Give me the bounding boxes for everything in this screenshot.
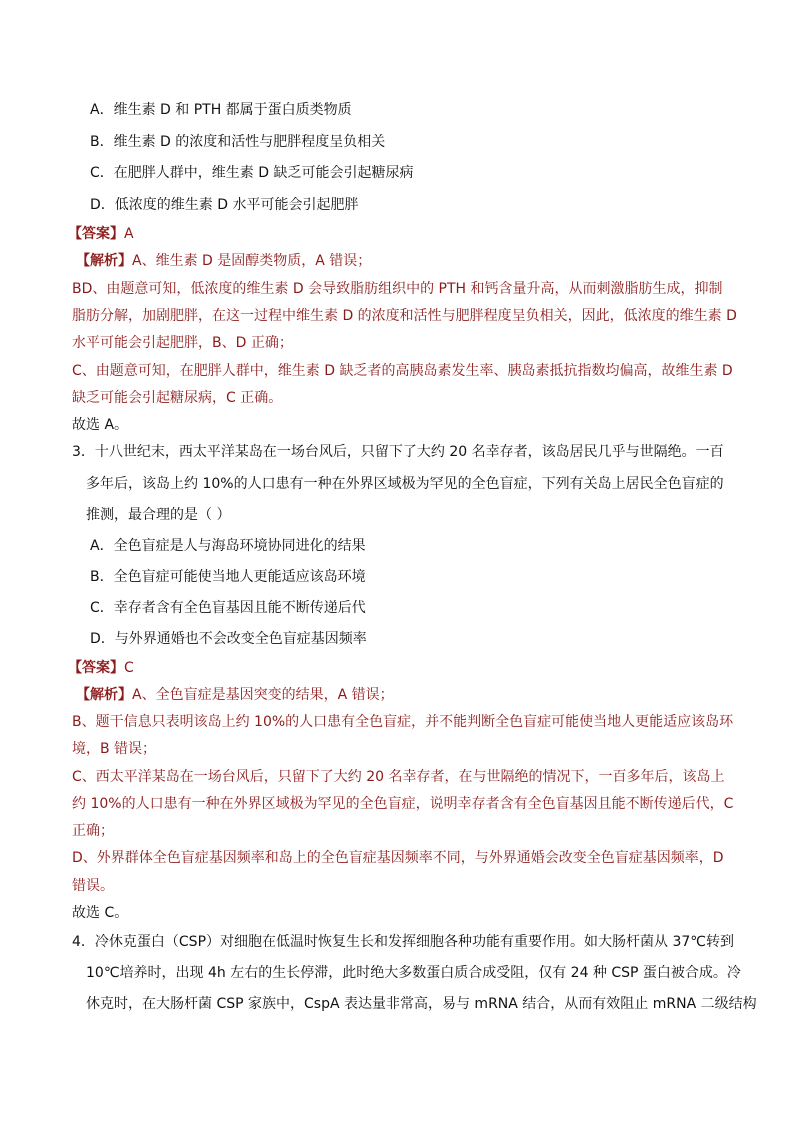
q3-option-a: A．全色盲症是人与海岛环境协同进化的结果 (90, 538, 366, 554)
answer-tag: 【答案】 (68, 226, 124, 242)
analysis-tag: 【解析】 (76, 687, 132, 703)
q3-conclusion: 故选 C。 (72, 905, 129, 921)
q2-analysis-line: 缺乏可能会引起糖尿病，C 正确。 (72, 390, 283, 406)
q4-stem-line: 10℃培养时，出现 4h 左右的生长停滞，此时绝大多数蛋白质合成受阻，仅有 24 种 CSP 蛋白被合成。冷 (86, 965, 741, 981)
q3-option-d: D．与外界通婚也不会改变全色盲症基因频率 (90, 631, 367, 647)
q3-analysis-line (76, 685, 394, 705)
q3-analysis-line: 约 10%的人口患有一种在外界区域极为罕见的全色盲症，说明幸存者含有全色盲基因且能不断传递后代，C (72, 796, 734, 812)
q2-analysis-line: BD、由题意可知，低浓度的维生素 D 会导致脂肪组织中的 PTH 和钙含量升高，从而刺激脂肪生成，抑制 (72, 281, 723, 297)
q3-stem-line: 推测，最合理的是（ ） (86, 507, 231, 523)
q2-option-c: C．在肥胖人群中，维生素 D 缺乏可能会引起糖尿病 (90, 165, 414, 181)
q2-analysis-line (76, 251, 371, 271)
analysis-text: A、全色盲症是基因突变的结果，A 错误； (132, 687, 394, 703)
q3-option-c: C．幸存者含有全色盲基因且能不断传递后代 (90, 600, 366, 616)
analysis-tag: 【解析】 (76, 253, 132, 269)
analysis-text: A、维生素 D 是固醇类物质，A 错误； (132, 253, 372, 269)
q2-option-a: A．维生素 D 和 PTH 都属于蛋白质类物质 (90, 102, 352, 118)
q3-analysis-line: 错误。 (72, 878, 114, 894)
q2-option-d: D．低浓度的维生素 D 水平可能会引起肥胖 (90, 197, 359, 213)
q2-analysis-line: 水平可能会引起肥胖，B、D 正确； (72, 335, 293, 351)
q2-conclusion: 故选 A。 (72, 417, 129, 433)
q2-option-b: B．维生素 D 的浓度和活性与肥胖程度呈负相关 (90, 134, 386, 150)
q3-stem-line: 多年后，该岛上约 10%的人口患有一种在外界区域极为罕见的全色盲症，下列有关岛上居民全色盲症的 (86, 476, 724, 492)
answer-value: A (124, 226, 134, 242)
q3-analysis-line: D、外界群体全色盲症基因频率和岛上的全色盲症基因频率不同，与外界通婚会改变全色盲症基因频率，D (72, 850, 724, 866)
q3-answer (68, 658, 134, 678)
q3-stem-line: 3．十八世纪末，西太平洋某岛在一场台风后，只留下了大约 20 名幸存者，该岛居民几乎与世隔绝。一百 (72, 444, 724, 460)
q3-analysis-line: C、西太平洋某岛在一场台风后，只留下了大约 20 名幸存者，在与世隔绝的情况下，一百多年后，该岛上 (72, 769, 725, 785)
q2-analysis-line: C、由题意可知，在肥胖人群中，维生素 D 缺乏者的高胰岛素发生率、胰岛素抵抗指数均偏高，故维生素 D (72, 363, 733, 379)
q2-answer (68, 224, 134, 244)
answer-value: C (124, 660, 134, 676)
q3-analysis-line: B、题干信息只表明该岛上约 10%的人口患有全色盲症，并不能判断全色盲症可能使当地人更能适应该岛环 (72, 714, 734, 730)
q3-analysis-line: 境，B 错误； (72, 741, 157, 757)
answer-tag: 【答案】 (68, 660, 124, 676)
q4-stem-line: 休克时，在大肠杆菌 CSP 家族中，CspA 表达量非常高，易与 mRNA 结合，从而有效阻止 mRNA 二级结构 (86, 996, 757, 1012)
q2-analysis-line: 脂肪分解，加剧肥胖，在这一过程中维生素 D 的浓度和活性与肥胖程度呈负相关，因此，低浓度的维生素 D (72, 308, 737, 324)
q4-stem-line: 4．冷休克蛋白（CSP）对细胞在低温时恢复生长和发挥细胞各种功能有重要作用。如大肠杆菌从 37℃转到 (72, 934, 734, 950)
q3-option-b: B．全色盲症可能使当地人更能适应该岛环境 (90, 569, 366, 585)
q3-analysis-line: 正确； (72, 823, 114, 839)
